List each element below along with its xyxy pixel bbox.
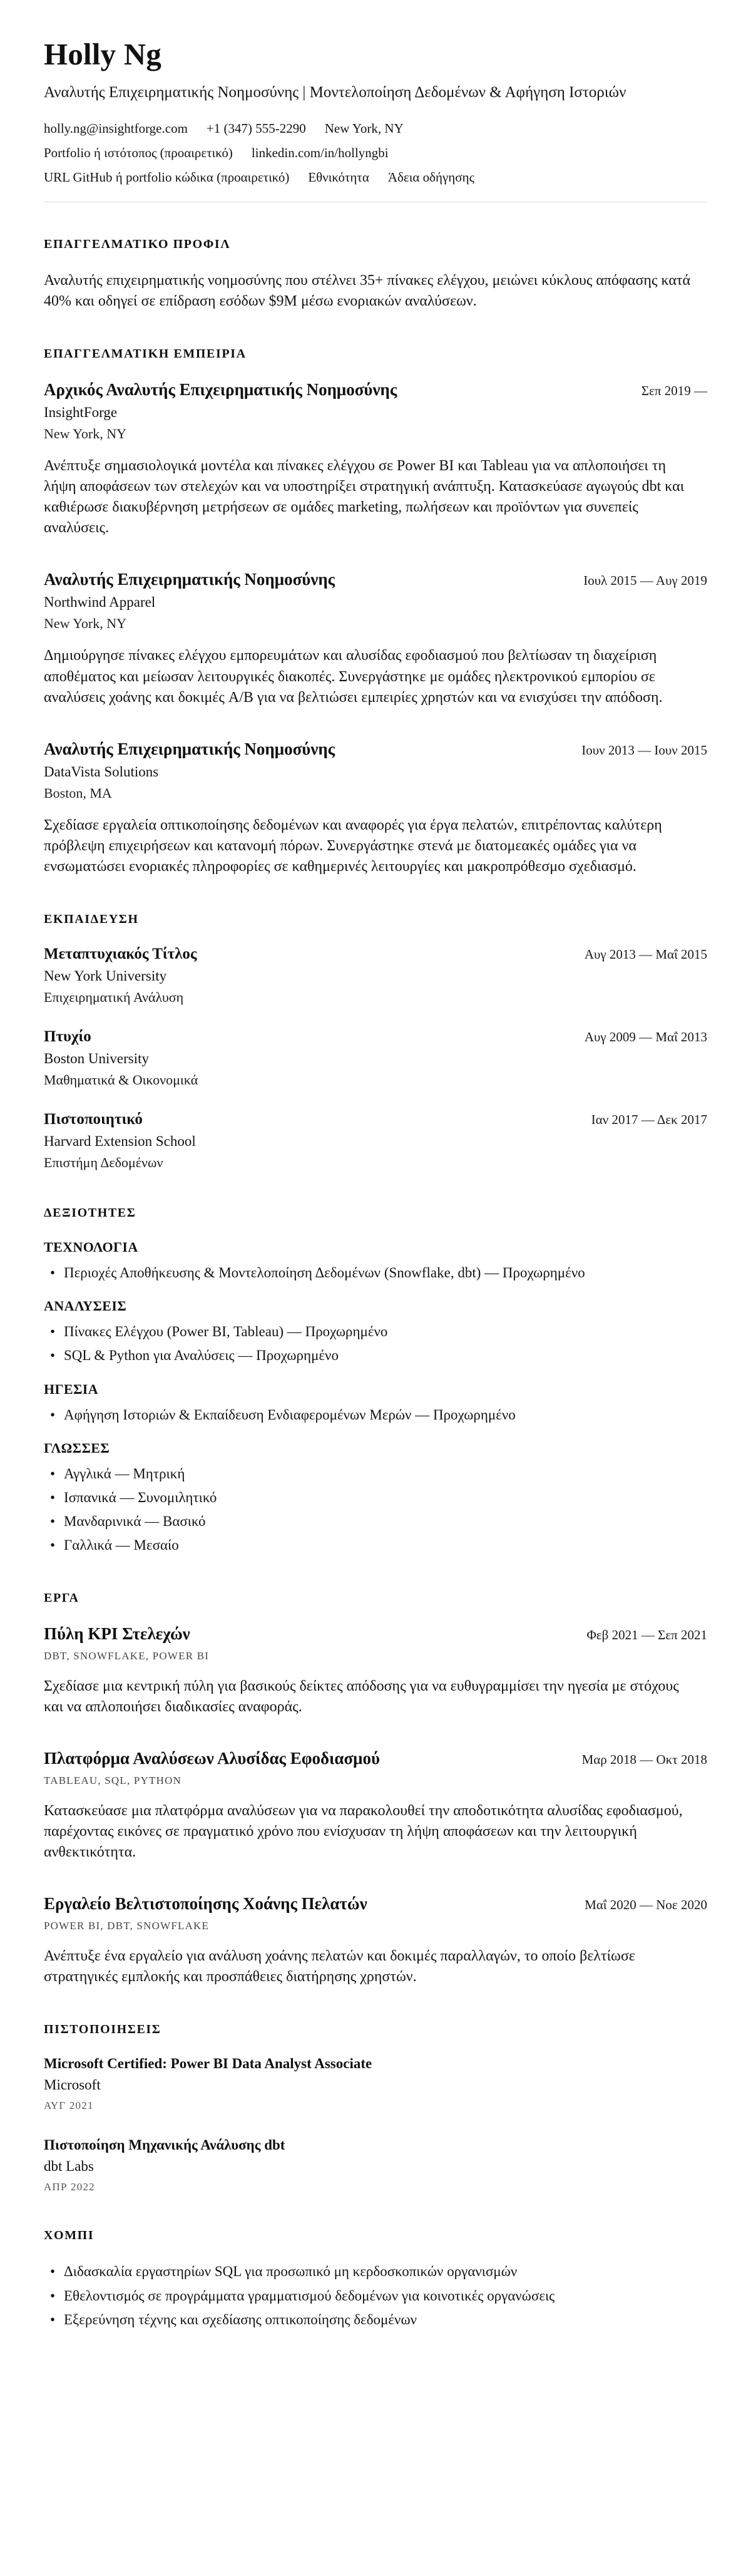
project-title: Πύλη KPI Στελεχών bbox=[44, 1624, 190, 1643]
job-location: Boston, MA bbox=[44, 785, 112, 801]
profile-heading: ΕΠΑΓΓΕΛΜΑΤΙΚΟ ΠΡΟΦΙΛ bbox=[44, 237, 231, 251]
project-entry-head bbox=[44, 1624, 707, 1644]
job-location: New York, NY bbox=[44, 425, 127, 441]
skill-group bbox=[44, 1298, 707, 1366]
skill-item: • SQL & Python για Αναλύσεις — Προχωρημένο bbox=[44, 1346, 707, 1366]
degree-title: Πτυχίο bbox=[44, 1028, 91, 1046]
project-dates: Μαΐ 2020 — Νοε 2020 bbox=[585, 1897, 707, 1913]
job-title: Αρχικός Αναλυτής Επιχειρηματικής Νοημοσύνης bbox=[44, 379, 397, 399]
education-entry bbox=[44, 945, 707, 1006]
job-company: Northwind Apparel bbox=[44, 594, 156, 611]
portfolio-text: Portfolio ή ιστότοπος (προαιρετικό) bbox=[44, 145, 233, 160]
hobby-item: • Εξερεύνηση τέχνης και σχεδίασης οπτικοποίησης δεδομένων bbox=[44, 2310, 707, 2330]
experience-heading: ΕΠΑΓΓΕΛΜΑΤΙΚΗ ΕΜΠΕΙΡΙΑ bbox=[44, 346, 247, 361]
job-dates: Σεπ 2019 — bbox=[641, 383, 707, 398]
certification-issuer: dbt Labs bbox=[44, 2158, 94, 2175]
project-stack: DBT, SNOWFLAKE, POWER BI bbox=[44, 1649, 210, 1662]
job-location: New York, NY bbox=[44, 616, 127, 632]
driving-license-text: Άδεια οδήγησης bbox=[387, 169, 474, 185]
job-title: Αναλυτής Επιχειρηματικής Νοημοσύνης bbox=[44, 570, 335, 589]
experience-entry-head bbox=[44, 380, 707, 399]
certifications-heading: ΠΙΣΤΟΠΟΙΗΣΕΙΣ bbox=[44, 2022, 161, 2037]
project-dates: Μαρ 2018 — Οκτ 2018 bbox=[581, 1751, 707, 1767]
certification-title: Microsoft Certified: Power BI Data Analyst Associate bbox=[44, 2056, 372, 2072]
hobby-item: • Εθελοντισμός σε προγράμματα γραμματισμού δεδομένων για κοινοτικές οργανώσεις bbox=[44, 2286, 707, 2306]
certification-entry bbox=[44, 2056, 707, 2112]
skill-item: • Πίνακες Ελέγχου (Power BI, Tableau) — Προχωρημένο bbox=[44, 1322, 707, 1342]
github-text: URL GitHub ή portfolio κώδικα (προαιρετικό) bbox=[44, 169, 290, 185]
certification-issuer: Microsoft bbox=[44, 2077, 101, 2093]
hobby-item: • Διδασκαλία εργαστηρίων SQL για προσωπικό μη κερδοσκοπικών οργανισμών bbox=[44, 2262, 707, 2282]
profile-text: Αναλυτής επιχειρηματικής νοημοσύνης που στέλνει 35+ πίνακες ελέγχου, μειώνει κύκλους απόφασης κατά 40% και οδηγεί σε επίδραση εσόδων $9M μέσω ενοριακών αναλύσεων. bbox=[44, 272, 691, 309]
school-name: Boston University bbox=[44, 1051, 150, 1067]
experience-entry-head bbox=[44, 739, 707, 759]
education-heading: ΕΚΠΑΙΔΕΥΣΗ bbox=[44, 912, 139, 927]
skill-list bbox=[44, 1322, 707, 1366]
language-list bbox=[44, 1464, 707, 1556]
contact-row-2 bbox=[44, 145, 707, 161]
email-text: holly.ng@insightforge.com bbox=[44, 120, 188, 136]
contact-row-3 bbox=[44, 170, 707, 185]
skills-heading: ΔΕΞΙΟΤΗΤΕΣ bbox=[44, 1206, 136, 1220]
project-description: Σχεδίασε μια κεντρική πύλη για βασικούς δείκτες απόδοσης για να ευθυγραμμίσει την ηγεσία με στόχους και να απλοποιήσει διαδικασίες αναφοράς. bbox=[44, 1677, 679, 1715]
experience-entry bbox=[44, 380, 707, 538]
nationality-text: Εθνικότητα bbox=[308, 169, 369, 185]
phone-text: +1 (347) 555-2290 bbox=[206, 120, 306, 136]
location-text: New York, NY bbox=[324, 120, 404, 136]
job-description: Δημιούργησε πίνακες ελέγχου εμπορευμάτων και αλυσίδας εφοδιασμού που βελτίωσαν τη διαχείριση αποθέματος και μείωσαν λειτουργικές διακοπές. Συνεργάστηκε με ομάδες ηλεκτρονικού εμπορίου σε αναλύσεις χοάνης και δοκιμές A/B για να βελτιώσει εμπειρίες χρηστών και να ενισχύσει την απόδοση. bbox=[44, 647, 663, 706]
certification-entry bbox=[44, 2137, 707, 2193]
education-entry bbox=[44, 1028, 707, 1088]
certification-title: Πιστοποίηση Μηχανικής Ανάλυσης dbt bbox=[44, 2137, 285, 2153]
language-item: • Μανδαρινικά — Βασικό bbox=[44, 1512, 707, 1532]
project-entry bbox=[44, 1749, 707, 1863]
study-field: Επιχειρηματική Ανάλυση bbox=[44, 989, 184, 1006]
language-item: • Ισπανικά — Συνομιλητικό bbox=[44, 1488, 707, 1508]
job-company: InsightForge bbox=[44, 404, 118, 420]
project-stack: POWER BI, DBT, SNOWFLAKE bbox=[44, 1920, 210, 1932]
education-entry-head bbox=[44, 1028, 707, 1046]
project-description: Κατασκεύασε μια πλατφόρμα αναλύσεων για να παρακολουθεί την αποδοτικότητα αλυσίδας εφοδιασμού, παρέχοντας εικόνες σε πραγματικό χρόνο που ενίσχυσαν τη λήψη αποφάσεων και την λειτουργική ανθεκτικότητα. bbox=[44, 1802, 683, 1860]
project-title: Πλατφόρμα Αναλύσεων Αλυσίδας Εφοδιασμού bbox=[44, 1748, 381, 1768]
section-projects bbox=[44, 1591, 707, 1988]
hobby-list bbox=[44, 2262, 707, 2330]
project-description: Ανέπτυξε ένα εργαλείο για ανάλυση χοάνης πελατών και δοκιμές παραλλαγών, το οποίο βελτίωσε στρατηγικές εμπλοκής και προσπάθειες διατήρησης χρηστών. bbox=[44, 1948, 635, 1986]
skill-item: • Περιοχές Αποθήκευσης & Μοντελοποίηση Δεδομένων (Snowflake, dbt) — Προχωρημένο bbox=[44, 1263, 707, 1283]
study-field: Επιστήμη Δεδομένων bbox=[44, 1155, 163, 1171]
language-item: • Αγγλικά — Μητρική bbox=[44, 1464, 707, 1484]
study-field: Μαθηματικά & Οικονομικά bbox=[44, 1072, 198, 1088]
section-certifications bbox=[44, 2022, 707, 2193]
job-description: Ανέπτυξε σημασιολογικά μοντέλα και πίνακες ελέγχου σε Power BI και Tableau για να απλοποιήσει τη λήψη αποφάσεων των στελεχών και να υποστηρίξει στρατηγική ανάπτυξη. Κατασκεύασε αγωγούς dbt και καθιέρωσε διακυβέρνηση μετρήσεων σε ομάδες marketing, πωλήσεων και προϊόντων για συνεπείς αναλύσεις. bbox=[44, 457, 685, 537]
contact-row-1 bbox=[44, 121, 707, 137]
project-title: Εργαλείο Βελτιστοποίησης Χοάνης Πελατών bbox=[44, 1894, 367, 1914]
project-entry-head bbox=[44, 1894, 707, 1914]
certification-date: ΑΥΓ 2021 bbox=[44, 2099, 94, 2112]
skill-group bbox=[44, 1239, 707, 1283]
section-profile bbox=[44, 237, 707, 312]
degree-title: Μεταπτυχιακός Τίτλος bbox=[44, 945, 197, 963]
project-entry bbox=[44, 1624, 707, 1718]
skill-group bbox=[44, 1381, 707, 1425]
degree-dates: Ιαν 2017 — Δεκ 2017 bbox=[591, 1112, 707, 1128]
school-name: Harvard Extension School bbox=[44, 1133, 196, 1150]
degree-title: Πιστοποιητικό bbox=[44, 1111, 143, 1128]
projects-heading: ΕΡΓΑ bbox=[44, 1590, 79, 1605]
section-experience bbox=[44, 347, 707, 877]
section-skills bbox=[44, 1206, 707, 1556]
experience-entry bbox=[44, 570, 707, 708]
education-entry-head bbox=[44, 945, 707, 963]
job-dates: Ιουλ 2015 — Αυγ 2019 bbox=[583, 573, 707, 589]
experience-entry bbox=[44, 739, 707, 877]
skill-item: • Αφήγηση Ιστοριών & Εκπαίδευση Ενδιαφερομένων Μερών — Προχωρημένο bbox=[44, 1405, 707, 1425]
candidate-name: Holly Ng bbox=[44, 37, 162, 71]
skill-group bbox=[44, 1440, 707, 1556]
project-dates: Φεβ 2021 — Σεπ 2021 bbox=[586, 1627, 707, 1642]
certification-date: ΑΠΡ 2022 bbox=[44, 2181, 95, 2193]
job-dates: Ιουν 2013 — Ιουν 2015 bbox=[581, 742, 707, 758]
resume-header bbox=[44, 36, 707, 202]
degree-dates: Αυγ 2009 — Μαΐ 2013 bbox=[584, 1029, 707, 1045]
hobbies-heading: ΧΟΜΠΙ bbox=[44, 2228, 95, 2243]
job-description: Σχεδίασε εργαλεία οπτικοποίησης δεδομένων και αναφορές για έργα πελατών, επιτρέποντας καλύτερη πρόβλεψη επιχειρήσεων και κατανομή πόρων. Συνεργάστηκε στενά με διατομεακές ομάδες για να ενσωματώσει ενοριακές πληροφορίες σε καθημερινές λειτουργίες και μακροπρόθεσμο σχεδιασμό. bbox=[44, 817, 662, 875]
project-stack: TABLEAU, SQL, PYTHON bbox=[44, 1774, 182, 1786]
section-education bbox=[44, 912, 707, 1171]
candidate-tagline: Αναλυτής Επιχειρηματικής Νοημοσύνης | Μοντελοποίηση Δεδομένων & Αφήγηση Ιστοριών bbox=[44, 84, 626, 101]
skill-group-name: ΗΓΕΣΙΑ bbox=[44, 1381, 99, 1397]
job-company: DataVista Solutions bbox=[44, 763, 159, 780]
education-entry bbox=[44, 1111, 707, 1171]
skill-list bbox=[44, 1405, 707, 1425]
skill-list bbox=[44, 1263, 707, 1283]
skill-group-name: ΓΛΩΣΣΕΣ bbox=[44, 1440, 110, 1456]
section-hobbies bbox=[44, 2228, 707, 2330]
school-name: New York University bbox=[44, 968, 167, 984]
job-title: Αναλυτής Επιχειρηματικής Νοημοσύνης bbox=[44, 739, 335, 758]
linkedin-text: linkedin.com/in/hollyngbi bbox=[251, 145, 389, 160]
skill-group-name: ΑΝΑΛΥΣΕΙΣ bbox=[44, 1298, 127, 1314]
project-entry-head bbox=[44, 1749, 707, 1768]
degree-dates: Αυγ 2013 — Μαΐ 2015 bbox=[584, 947, 707, 962]
project-entry bbox=[44, 1894, 707, 1987]
experience-entry-head bbox=[44, 570, 707, 589]
language-item: • Γαλλικά — Μεσαίο bbox=[44, 1535, 707, 1555]
skill-group-name: ΤΕΧΝΟΛΟΓΙΑ bbox=[44, 1239, 138, 1255]
education-entry-head bbox=[44, 1111, 707, 1128]
